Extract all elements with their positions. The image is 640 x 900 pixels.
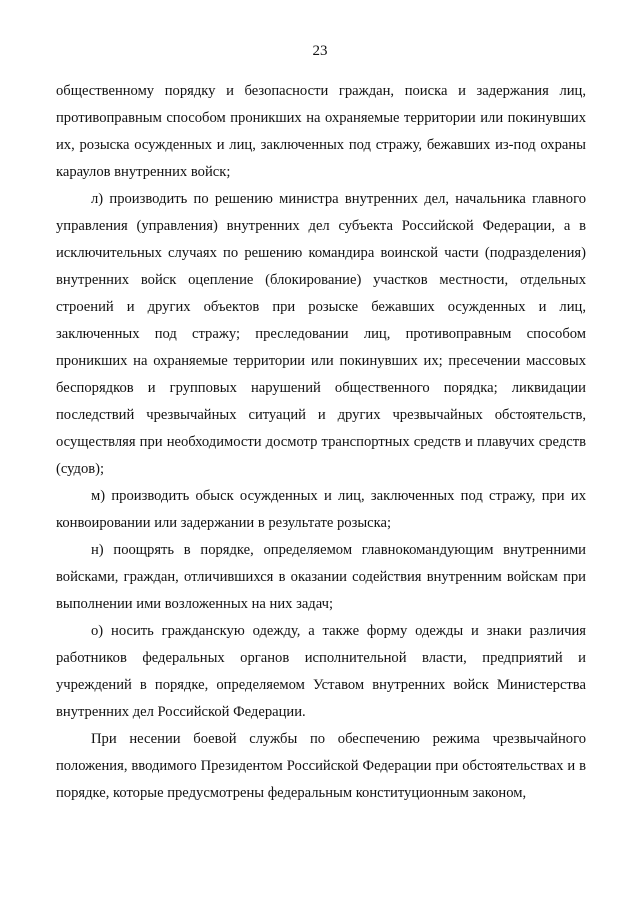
document-body [56,78,586,807]
paragraph-continuation: общественному порядку и безопасности граждан, поиска и задержания лиц, противоправным способом проникших на охраняемые территории или покинувших их, розыска осужденных и лиц, заключенных под стражу, бежавших из-под охраны караулов внутренних войск; [56,83,586,180]
paragraph-item-m: м) производить обыск осужденных и лиц, заключенных под стражу, при их конвоировании или задержании в результате розыска; [56,488,586,531]
page-number: 23 [312,43,328,59]
paragraph-item-n: н) поощрять в порядке, определяемом главнокомандующим внутренними войсками, граждан, отличившихся в оказании содействия внутренним войскам при выполнении ими возложенных на них задач; [56,542,586,612]
paragraph-item-o: о) носить гражданскую одежду, а также форму одежды и знаки различия работников федеральных органов исполнительной власти, предприятий и учреждений в порядке, определяемом Уставом внутренних войск Министерства внутренних дел Российской Федерации. [56,623,586,720]
paragraph-item-l: л) производить по решению министра внутренних дел, начальника главного управления (управления) внутренних дел субъекта Российской Федерации, а в исключительных случаях по решению командира воинской части (подразделения) внутренних войск оцепление (блокирование) участков местности, отдельных строений и других объектов при розыске бежавших осужденных и лиц, заключенных под стражу; преследовании лиц, противоправным способом проникших на охраняемые территории или покинувших их; пресечении массовых беспорядков и групповых нарушений общественного порядка; ликвидации последствий чрезвычайных ситуаций и других чрезвычайных обстоятельств, осуществляя при необходимости досмотр транспортных средств и плавучих средств (судов); [56,191,586,477]
paragraph-combat-service: При несении боевой службы по обеспечению режима чрезвычайного положения, вводимого Президентом Российской Федерации при обстоятельствах и в порядке, которые предусмотрены федеральным конституционным законом, [56,731,586,801]
